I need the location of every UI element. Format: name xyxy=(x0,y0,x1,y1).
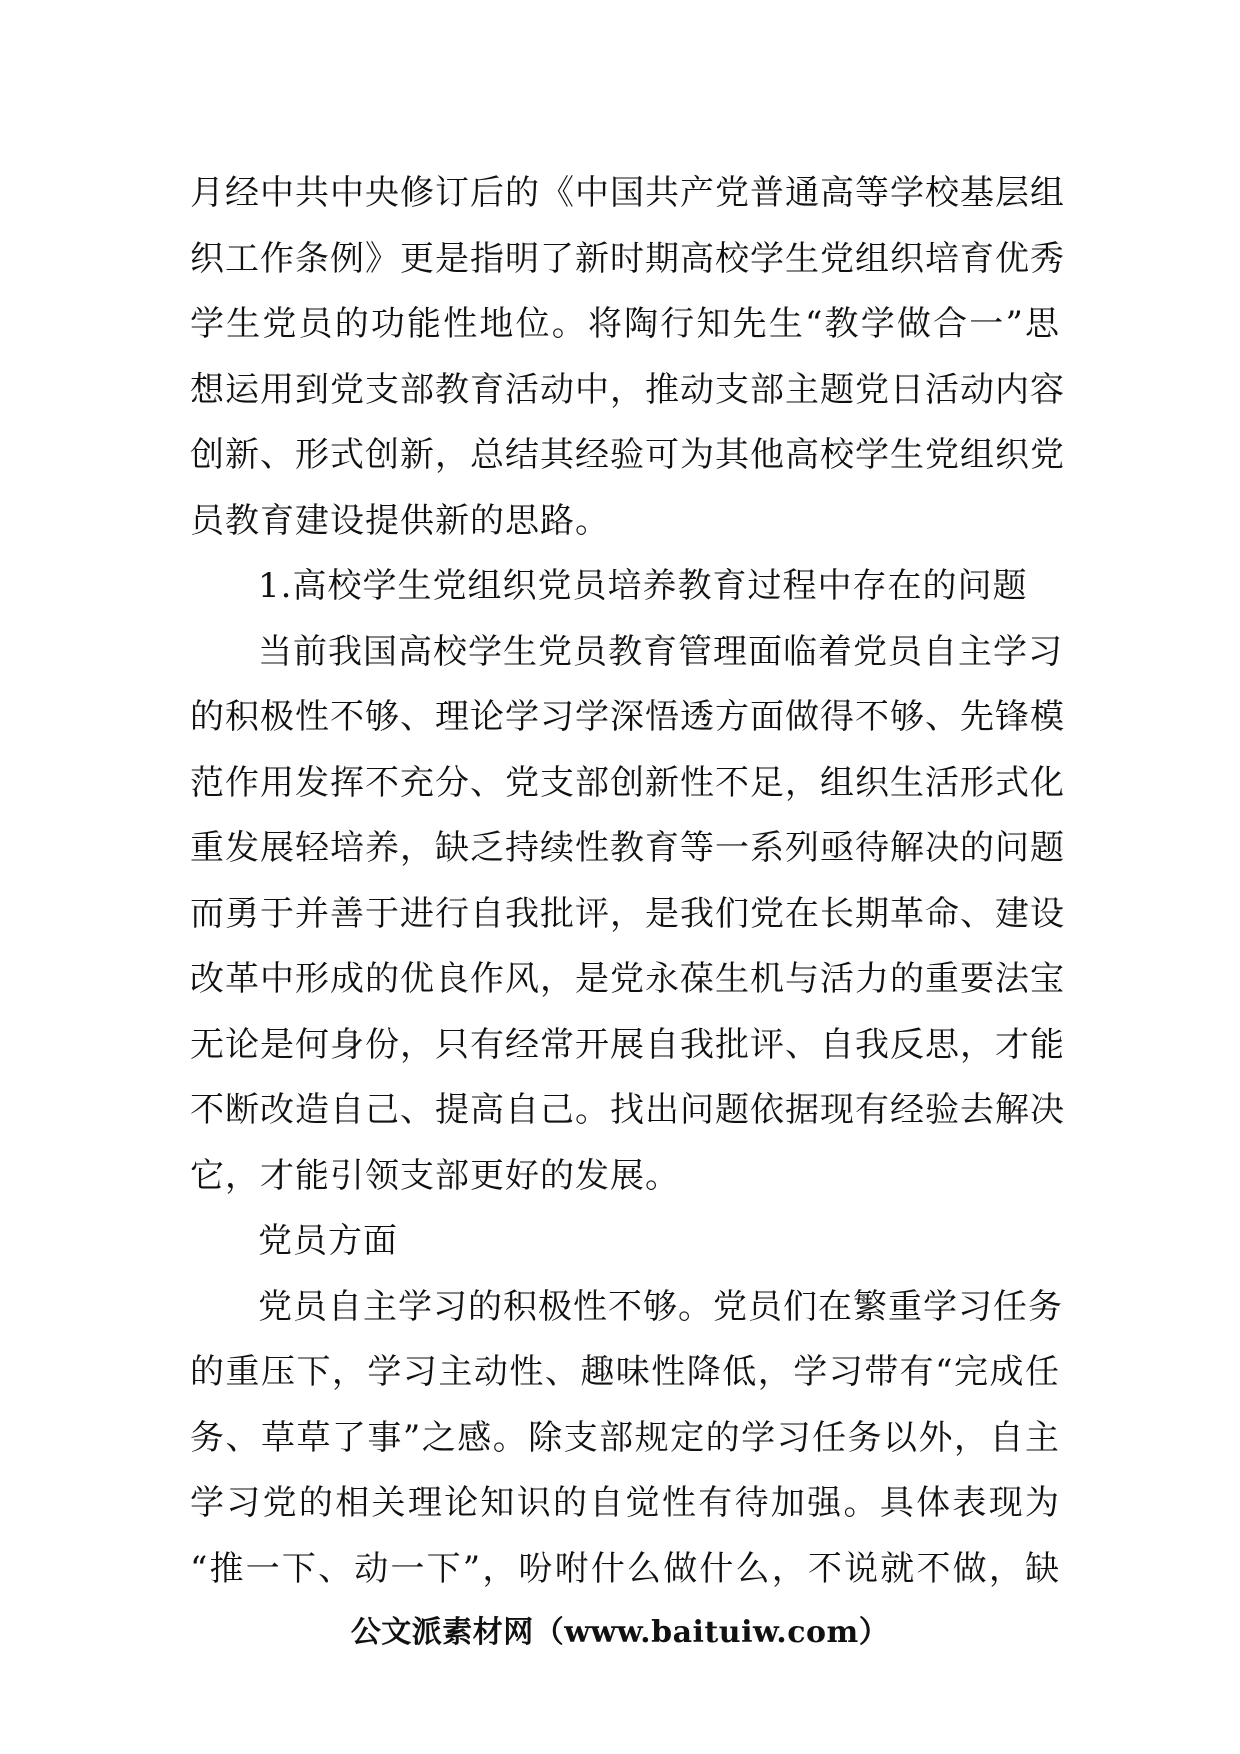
text-line: 务、草草了事”之感。除支部规定的学习任务以外，自主 xyxy=(190,1417,1060,1458)
text-line: 学生党员的功能性地位。将陶行知先生“教学做合一”思 xyxy=(190,304,1060,344)
text-line: 不断改造自己、提高自己。找出问题依据现有经验去解决 xyxy=(190,1090,1065,1130)
text-line: 想运用到党支部教育活动中，推动支部主题党日活动内容 xyxy=(190,369,1065,410)
text-line: 的积极性不够、理论学习学深悟透方面做得不够、先锋模 xyxy=(190,697,1065,737)
text-line: 而勇于并善于进行自我批评，是我们党在长期革命、建设 xyxy=(190,893,1065,934)
text-line: 员教育建设提供新的思路。 xyxy=(190,500,610,541)
text-line: 学习党的相关理论知识的自觉性有待加强。具体表现为 xyxy=(190,1483,1060,1523)
text-line: 创新、形式创新，总结其经验可为其他高校学生党组织党 xyxy=(190,435,1065,475)
text-line: 它，才能引领支部更好的发展。 xyxy=(190,1155,680,1196)
text-line: 重发展轻培养，缺乏持续性教育等一系列亟待解决的问题 xyxy=(190,828,1065,868)
text-line: 月经中共中央修订后的《中国共产党普通高等学校基层组 xyxy=(190,173,1065,213)
footer-watermark: 公文派素材网（www.baituiw.com） xyxy=(350,1615,890,1650)
text-line: 当前我国高校学生党员教育管理面临着党员自主学习 xyxy=(258,631,1063,672)
document-body xyxy=(190,161,1065,1602)
text-line: 无论是何身份，只有经常开展自我批评、自我反思，才能 xyxy=(190,1024,1065,1065)
subsection-heading: 党员方面 xyxy=(258,1221,398,1261)
text-line: 改革中形成的优良作风，是党永葆生机与活力的重要法宝 xyxy=(190,959,1065,999)
text-line: 织工作条例》更是指明了新时期高校学生党组织培育优秀 xyxy=(190,238,1065,279)
text-line: 的重压下，学习主动性、趣味性降低，学习带有“完成任 xyxy=(190,1352,1060,1392)
text-line: 范作用发挥不充分、党支部创新性不足，组织生活形式化 xyxy=(190,762,1065,803)
text-line: “推一下、动一下”，吩咐什么做什么，不说就不做，缺 xyxy=(190,1548,1060,1589)
section-heading: 1.高校学生党组织党员培养教育过程中存在的问题 xyxy=(258,566,1028,606)
text-line: 党员自主学习的积极性不够。党员们在繁重学习任务 xyxy=(258,1286,1063,1327)
